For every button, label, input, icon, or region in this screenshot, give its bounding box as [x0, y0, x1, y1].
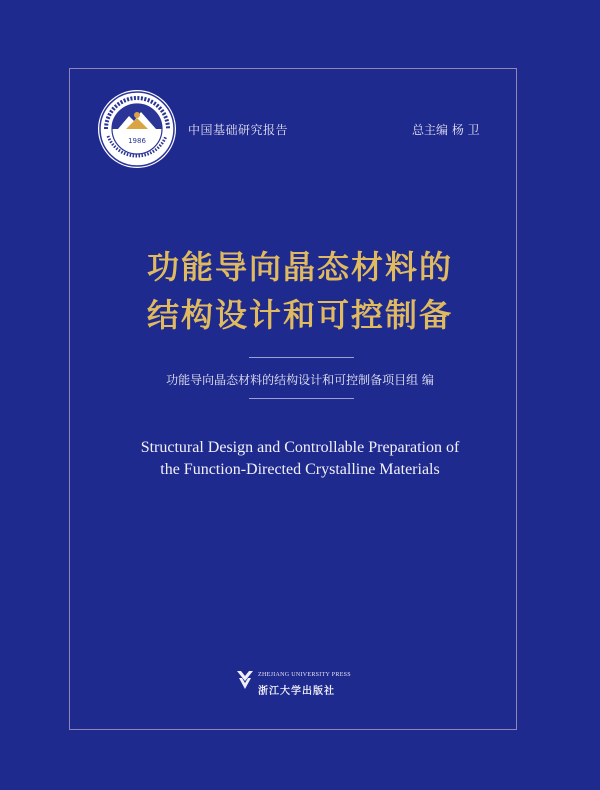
divider-top: [249, 357, 354, 358]
compiler-credit: 功能导向晶态材料的结构设计和可控制备项目组 编: [166, 373, 434, 387]
english-title-line-2: the Function-Directed Crystalline Materials: [160, 461, 440, 478]
seal-year: 1986: [128, 137, 146, 145]
publisher-name-cn: 浙江大学出版社: [258, 686, 335, 697]
chief-editor: 总主编 杨 卫: [412, 123, 480, 137]
publisher-logo-icon: [236, 670, 254, 690]
book-title-line-2: 结构设计和可控制备: [146, 296, 453, 334]
book-title-line-1: 功能导向晶态材料的: [146, 248, 453, 286]
series-name: 中国基础研究报告: [188, 123, 289, 137]
divider-bottom: [249, 398, 354, 399]
nsfc-seal-icon: [96, 88, 178, 170]
publisher-name-en: ZHEJIANG UNIVERSITY PRESS: [258, 672, 351, 678]
english-title-line-1: Structural Design and Controllable Preparation of: [140, 439, 460, 456]
